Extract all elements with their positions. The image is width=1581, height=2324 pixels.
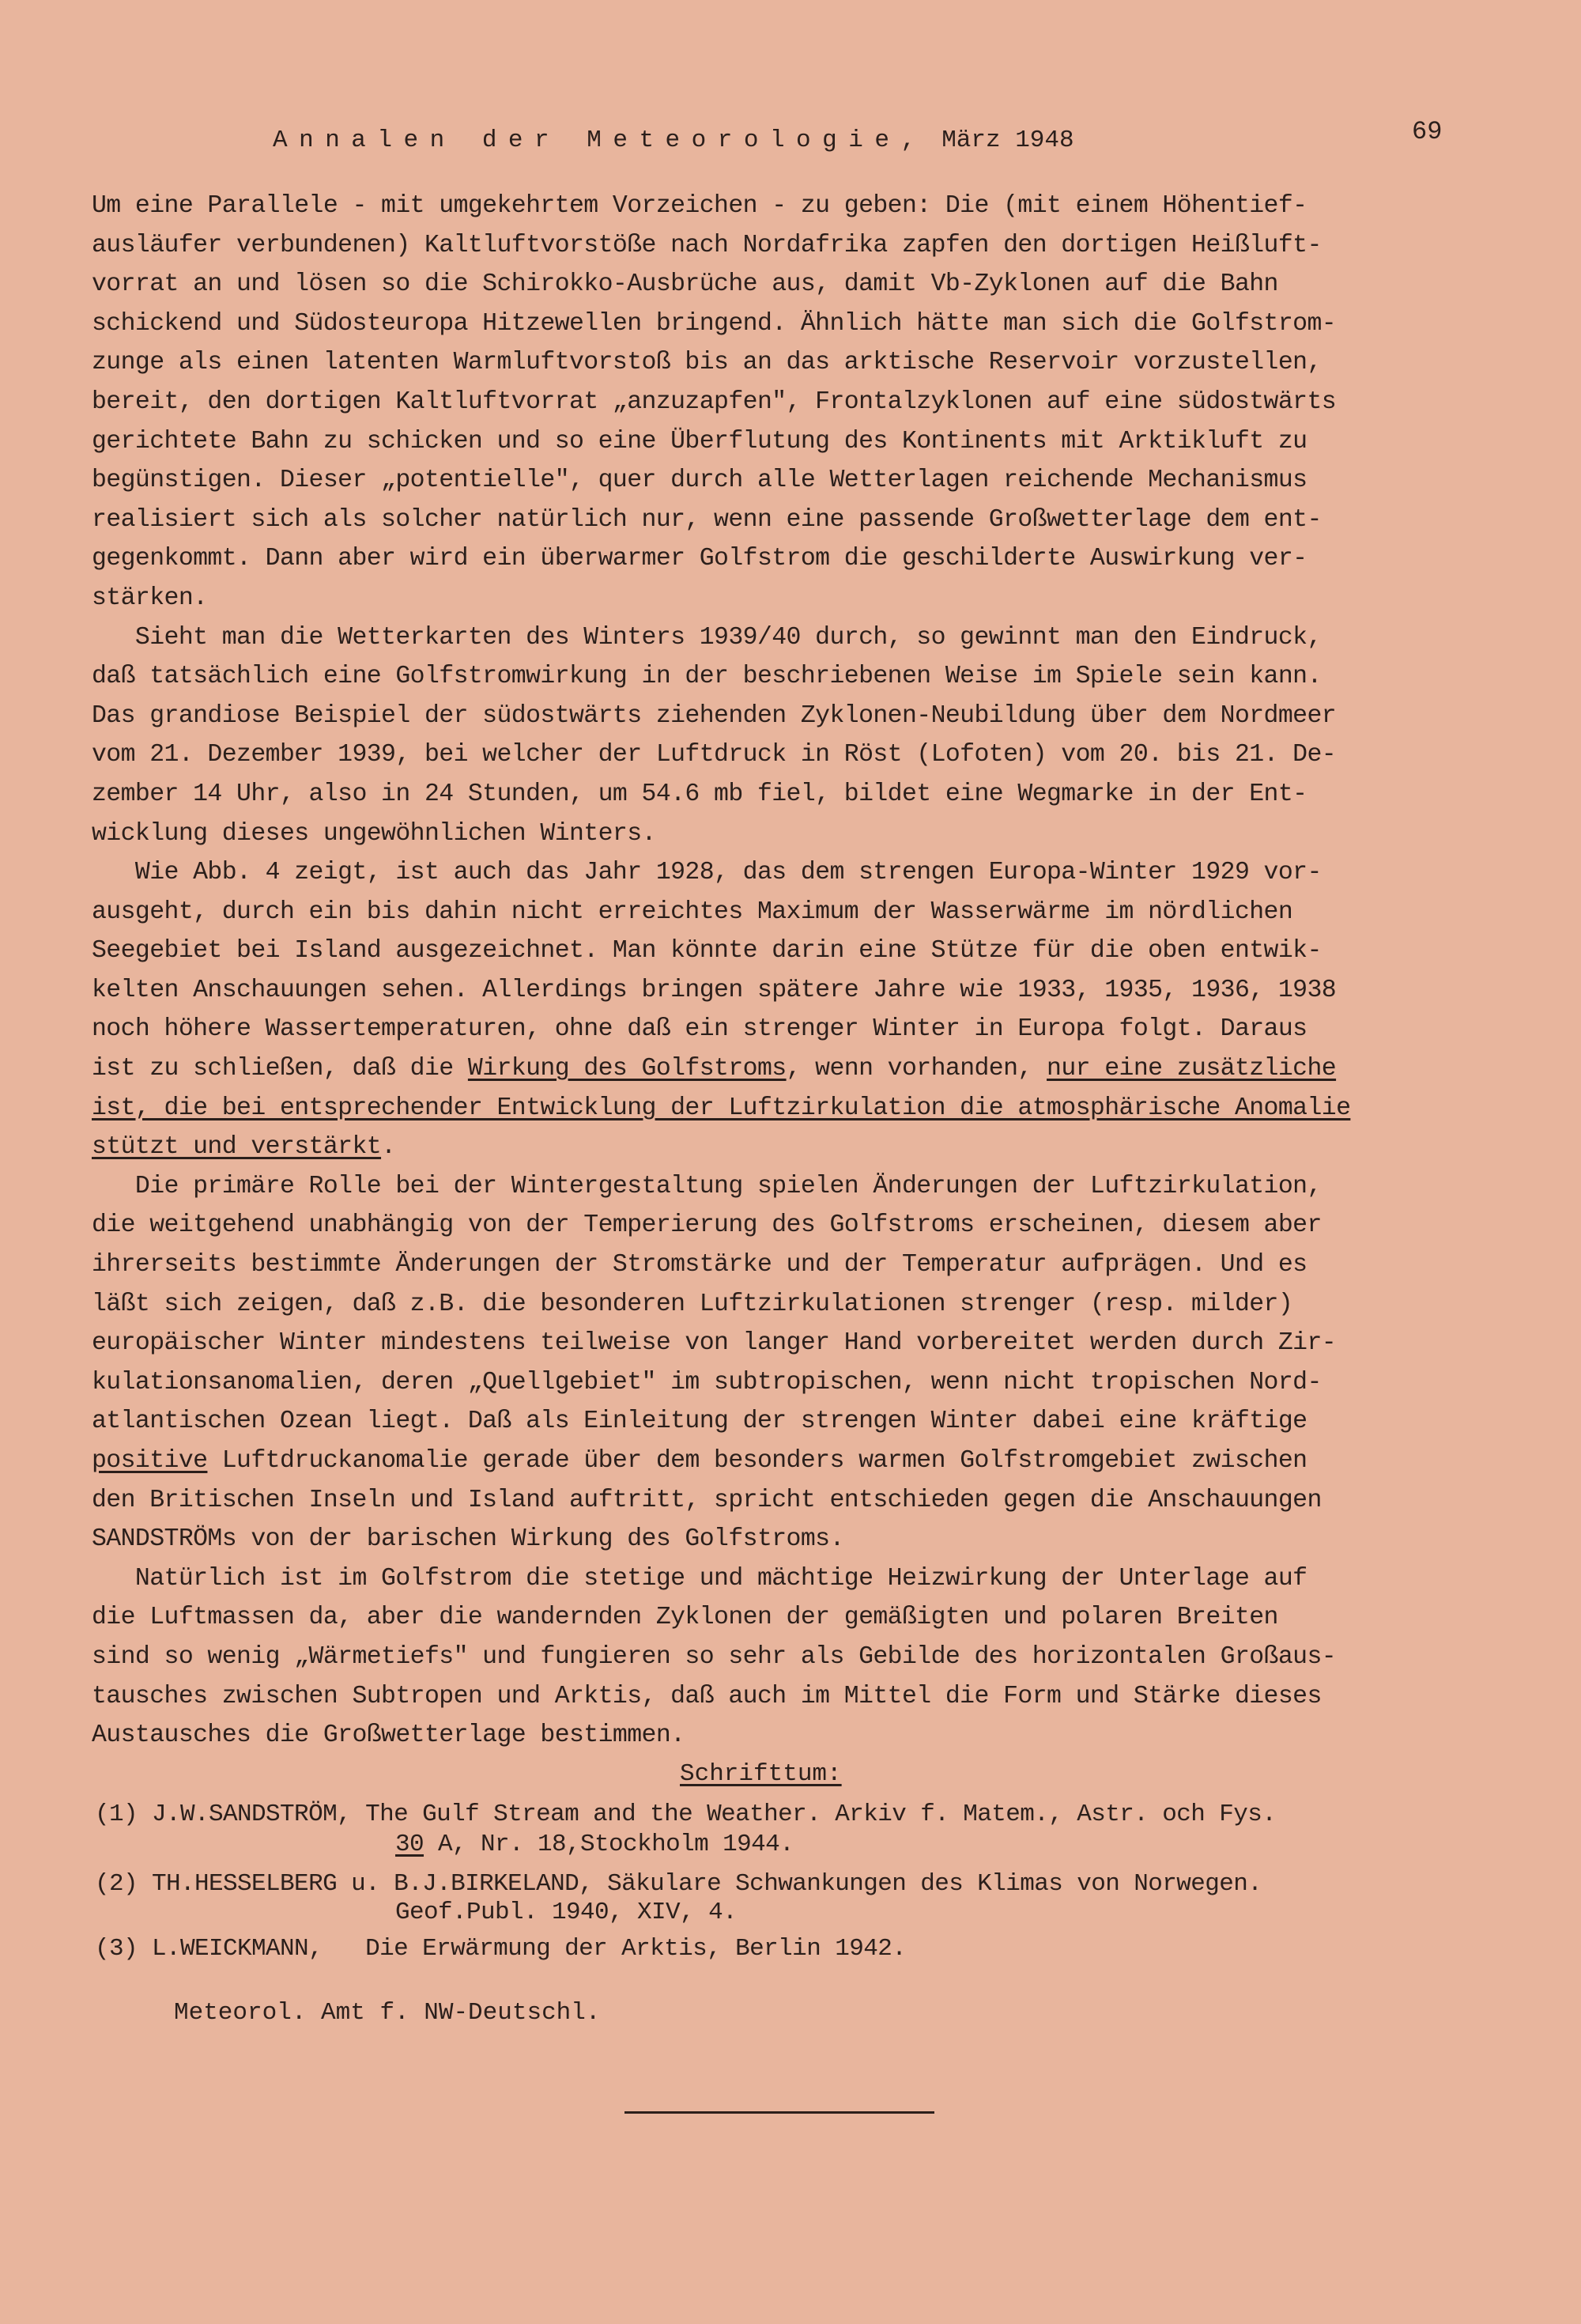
- text-line: den Britischen Inseln und Island auftritt, spricht entschieden gegen die Anschauungen: [92, 1486, 1322, 1514]
- underlined-span: nur eine zusätzliche: [1047, 1055, 1337, 1083]
- text-line: zember 14 Uhr, also in 24 Stunden, um 54.6 mb fiel, bildet eine Wegmarke in der Ent-: [92, 780, 1307, 808]
- author-affiliation: Meteorol. Amt f. NW-Deutschl.: [174, 1999, 601, 2027]
- text-line: ihrerseits bestimmte Änderungen der Stromstärke und der Temperatur aufprägen. Und es: [92, 1251, 1307, 1279]
- text-line: Sieht man die Wetterkarten des Winters 1939/40 durch, so gewinnt man den Eindruck,: [92, 623, 1322, 652]
- text-line: Natürlich ist im Golfstrom die stetige und mächtige Heizwirkung der Unterlage auf: [92, 1564, 1307, 1593]
- text-line: SANDSTRÖMs von der barischen Wirkung des Golfstroms.: [92, 1525, 844, 1554]
- text-line: kelten Anschauungen sehen. Allerdings bringen spätere Jahre wie 1933, 1935, 1936, 1938: [92, 976, 1337, 1004]
- text-line: läßt sich zeigen, daß z.B. die besonderen Luftzirkulationen strenger (resp. milder): [92, 1290, 1293, 1318]
- journal-title: Annalen der Meteorologie,: [273, 127, 927, 154]
- text-line: noch höhere Wassertemperaturen, ohne daß ein strenger Winter in Europa folgt. Daraus: [92, 1015, 1307, 1044]
- text-line: daß tatsächlich eine Golfstromwirkung in der beschriebenen Weise im Spiele sein kann.: [92, 663, 1322, 691]
- text-line: Um eine Parallele - mit umgekehrtem Vorzeichen - zu geben: Die (mit einem Höhentief-: [92, 192, 1307, 220]
- ref-author: J.W.SANDSTRÖM,: [152, 1801, 352, 1828]
- underlined-span: positive: [92, 1447, 208, 1475]
- ref-author: TH.HESSELBERG u. B.J.BIRKELAND,: [152, 1870, 594, 1898]
- text-line: gerichtete Bahn zu schicken und so eine Überflutung des Kontinents mit Arktikluft zu: [92, 427, 1307, 455]
- text-line: atlantischen Ozean liegt. Daß als Einleitung der strengen Winter dabei eine kräftige: [92, 1408, 1307, 1436]
- text-line: die Luftmassen da, aber die wandernden Zyklonen der gemäßigten und polaren Breiten: [92, 1604, 1278, 1632]
- text-line: ausläufer verbundenen) Kaltluftvorstöße nach Nordafrika zapfen den dortigen Heißluft-: [92, 231, 1322, 259]
- positive-line: [92, 1442, 1477, 1481]
- text-span: .: [381, 1133, 396, 1162]
- underlined-line-1: [92, 1049, 1477, 1089]
- reference-3: [95, 1934, 906, 1964]
- text-line: bereit, den dortigen Kaltluftvorrat „anzuzapfen", Frontalzyklonen auf eine südostwärts: [92, 387, 1337, 416]
- body-text: [92, 187, 1477, 1755]
- text-line: vorrat an und lösen so die Schirokko-Ausbrüche aus, damit Vb-Zyklonen auf die Bahn: [92, 270, 1278, 299]
- text-line: realisiert sich als solcher natürlich nur, wenn eine passende Großwetterlage dem ent-: [92, 505, 1322, 534]
- ref-volume: 30: [395, 1831, 424, 1858]
- underlined-line-2: ist, die bei entsprechender Entwicklung der Luftzirkulation die atmosphärische Anomalie: [92, 1094, 1351, 1122]
- text-span: , wenn vorhanden,: [786, 1055, 1047, 1083]
- page-number: 69: [1412, 117, 1443, 146]
- text-span: Luftdruckanomalie gerade über dem besonders warmen Golfstromgebiet zwischen: [207, 1447, 1307, 1475]
- ref-text: Säkulare Schwankungen des Klimas von Norwegen.: [607, 1870, 1262, 1898]
- text-line: wicklung dieses ungewöhnlichen Winters.: [92, 819, 656, 848]
- underlined-span: stützt und verstärkt: [92, 1133, 382, 1162]
- text-line: tausches zwischen Subtropen und Arktis, daß auch im Mittel die Form und Stärke dieses: [92, 1682, 1322, 1710]
- ref-text: Die Erwärmung der Arktis, Berlin 1942.: [365, 1935, 907, 1963]
- text-line: kulationsanomalien, deren „Quellgebiet" im subtropischen, wenn nicht tropischen Nord-: [92, 1368, 1322, 1396]
- text-line: sind so wenig „Wärmetiefs" und fungieren so sehr als Gebilde des horizontalen Großaus-: [92, 1642, 1337, 1671]
- text-line: ausgeht, durch ein bis dahin nicht erreichtes Maximum der Wasserwärme im nördlichen: [92, 897, 1293, 926]
- underlined-line-3: [92, 1128, 1477, 1167]
- text-line: schickend und Südosteuropa Hitzewellen bringend. Ähnlich hätte man sich die Golfstrom-: [92, 309, 1337, 338]
- closing-rule: [624, 2111, 934, 2114]
- reference-1: [95, 1800, 1276, 1830]
- text-line: Austausches die Großwetterlage bestimmen.: [92, 1721, 685, 1750]
- text-line: zunge als einen latenten Warmluftvorstoß bis an das arktische Reservoir vorzustellen,: [92, 349, 1322, 377]
- text-line: europäischer Winter mindestens teilweise von langer Hand vorbereitet werden durch Zir-: [92, 1329, 1337, 1358]
- issue-date: März 1948: [941, 127, 1074, 154]
- running-header: [273, 127, 1074, 154]
- literature-heading: Schrifttum:: [680, 1760, 842, 1788]
- reference-2: [95, 1869, 1262, 1899]
- ref-text: The Gulf Stream and the Weather. Arkiv f. Matem., Astr. och Fys.: [365, 1801, 1277, 1828]
- text-line: Wie Abb. 4 zeigt, ist auch das Jahr 1928, das dem strengen Europa-Winter 1929 vor-: [92, 859, 1322, 887]
- text-line: gegenkommt. Dann aber wird ein überwarmer Golfstrom die geschilderte Auswirkung ver-: [92, 545, 1307, 573]
- text-line: Das grandiose Beispiel der südostwärts ziehenden Zyklonen-Neubildung über dem Nordmeer: [92, 701, 1337, 730]
- underlined-span: Wirkung des Golfstroms: [467, 1055, 787, 1083]
- ref-num: (1): [95, 1801, 138, 1828]
- text-line: stärken.: [92, 584, 208, 612]
- ref-author: L.WEICKMANN,: [152, 1935, 323, 1963]
- reference-1-line-2: [395, 1830, 794, 1860]
- text-line: vom 21. Dezember 1939, bei welcher der Luftdruck in Röst (Lofoten) vom 20. bis 21. De-: [92, 741, 1337, 769]
- text-line: Die primäre Rolle bei der Wintergestaltung spielen Änderungen der Luftzirkulation,: [92, 1172, 1322, 1200]
- text-span: ist zu schließen, daß die: [92, 1055, 468, 1083]
- text-line: begünstigen. Dieser „potentielle", quer durch alle Wetterlagen reichende Mechanismus: [92, 467, 1307, 495]
- ref-text: A, Nr. 18,Stockholm 1944.: [424, 1831, 794, 1858]
- ref-num: (2): [95, 1870, 138, 1898]
- text-line: die weitgehend unabhängig von der Temperierung des Golfstroms erscheinen, diesem aber: [92, 1211, 1322, 1240]
- ref-num: (3): [95, 1935, 138, 1963]
- text-line: Seegebiet bei Island ausgezeichnet. Man könnte darin eine Stütze für die oben entwik-: [92, 937, 1322, 965]
- reference-2-line-2: Geof.Publ. 1940, XIV, 4.: [395, 1899, 738, 1926]
